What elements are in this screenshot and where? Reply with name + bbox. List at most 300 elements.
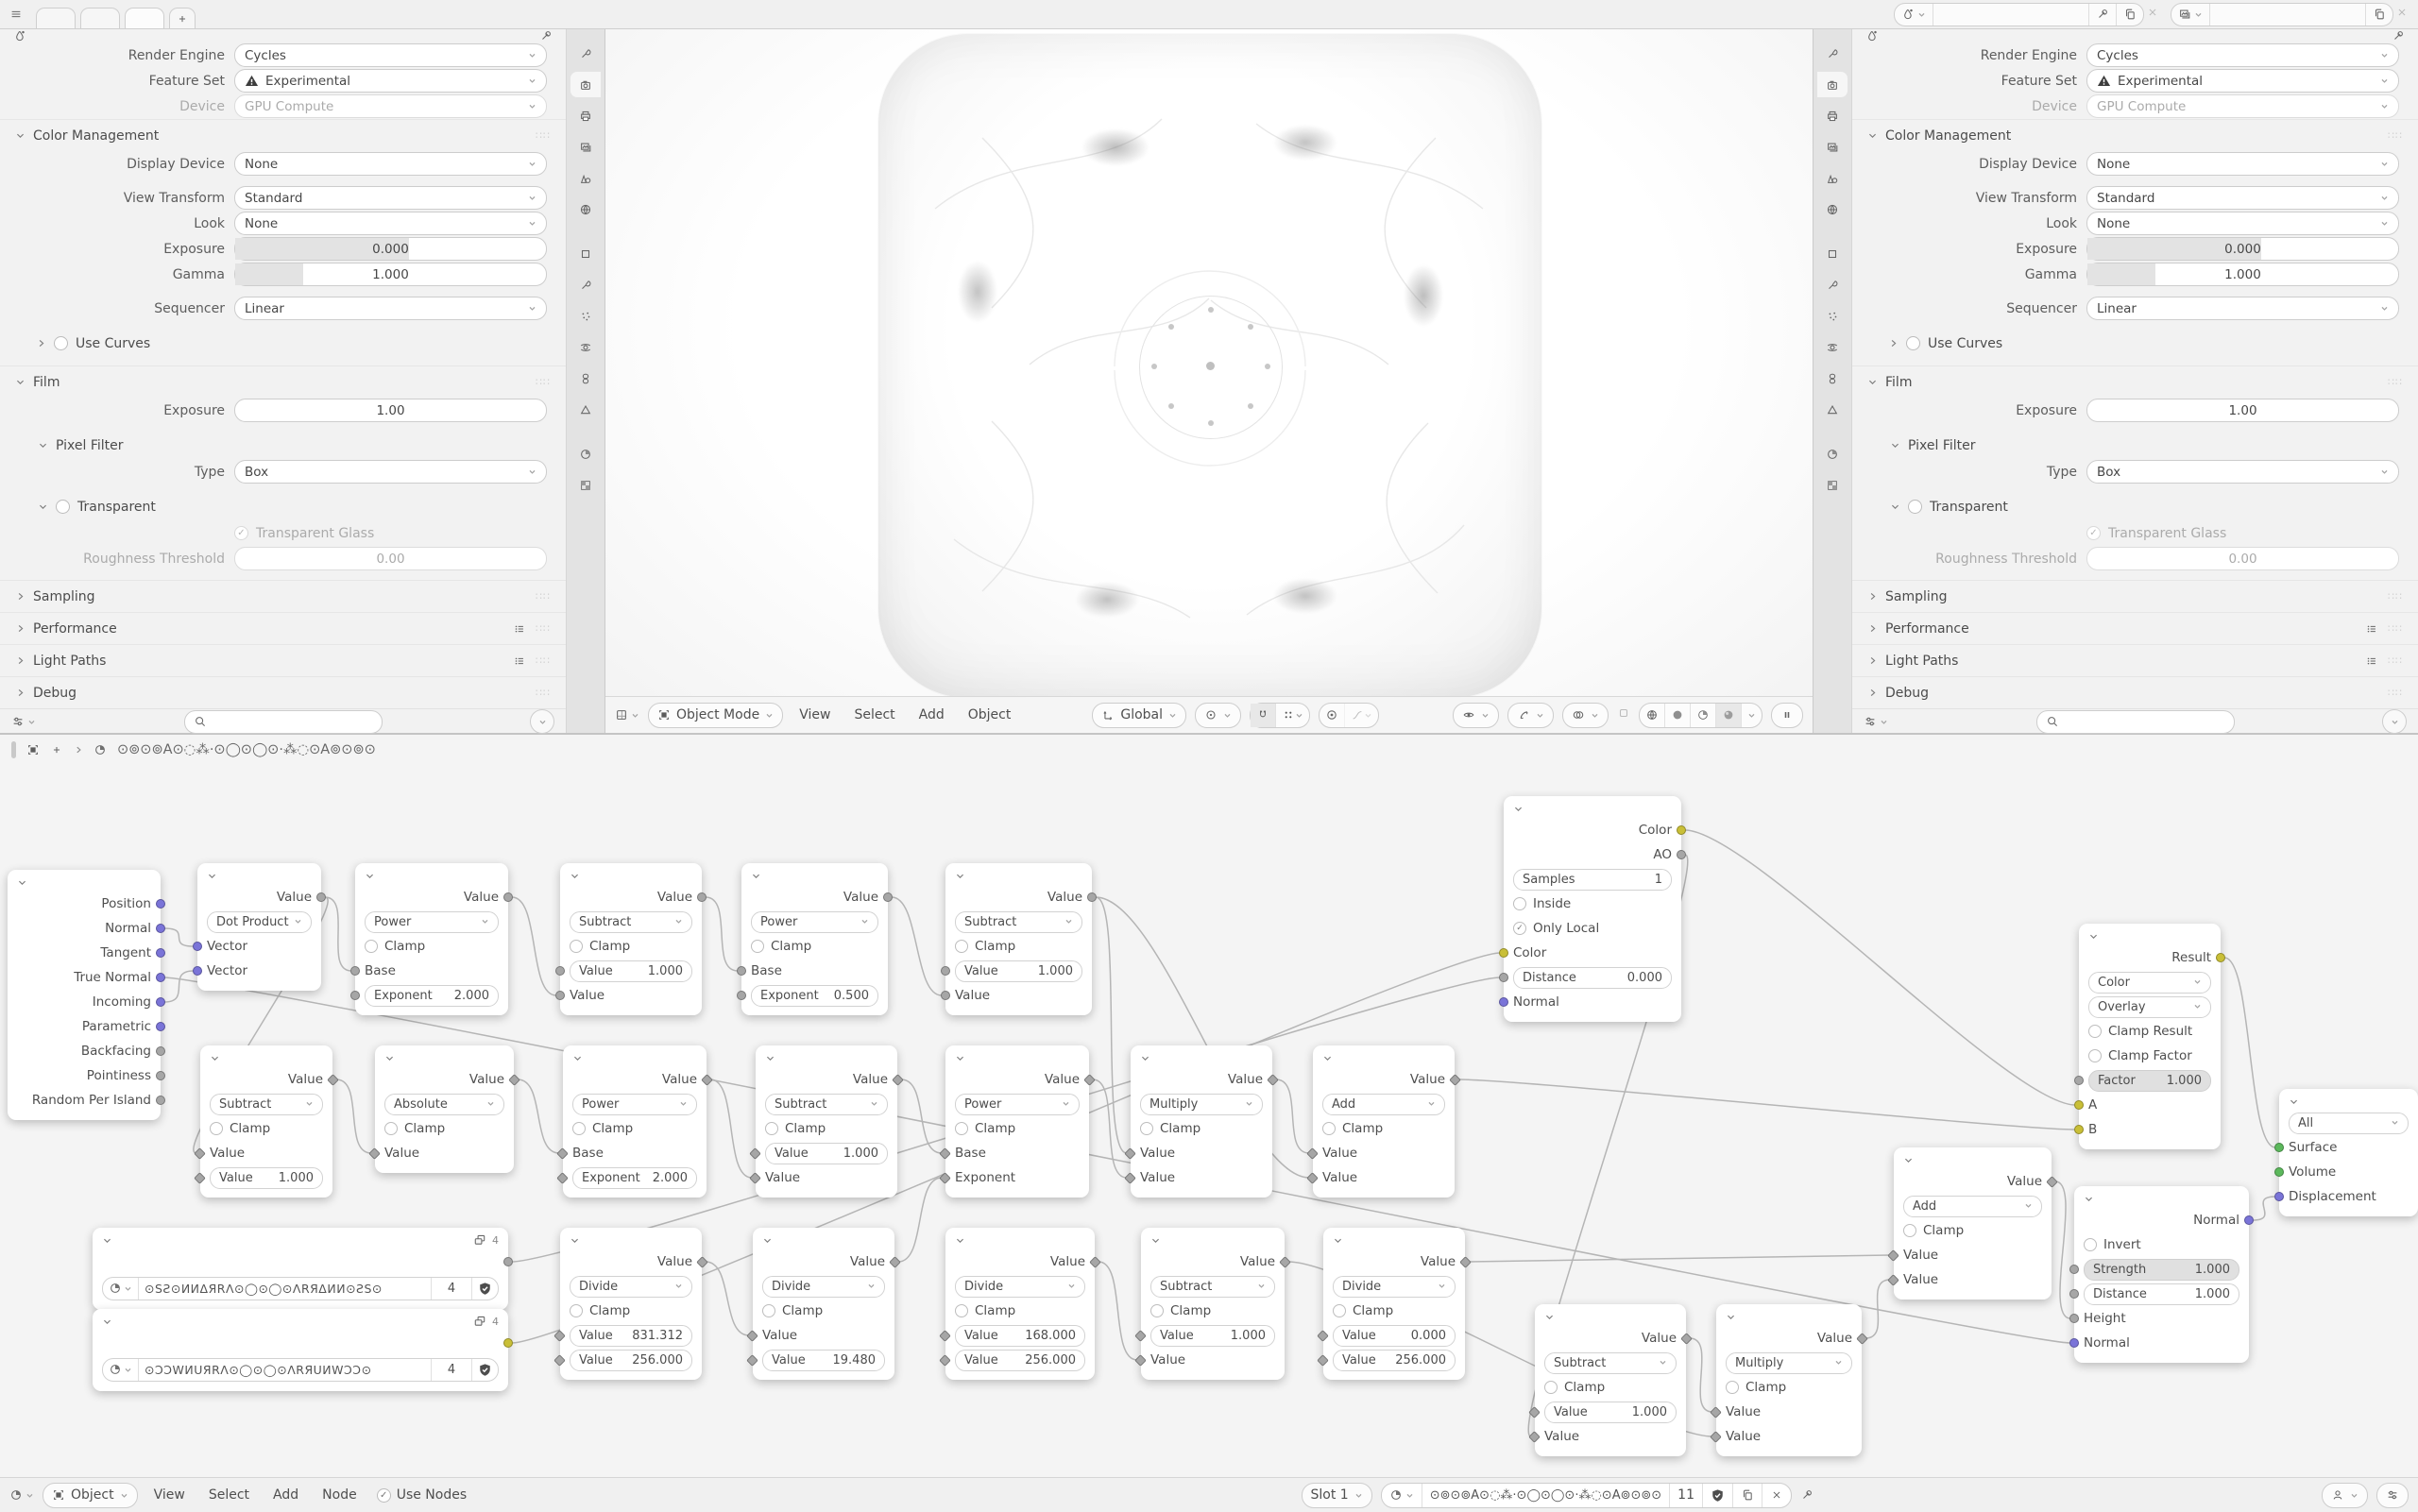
- input-socket[interactable]: [2069, 1265, 2079, 1274]
- checkbox[interactable]: [54, 336, 68, 350]
- output-socket[interactable]: [156, 1071, 165, 1080]
- editor-type-icon[interactable]: [1864, 715, 1877, 728]
- dropdown-render-engine[interactable]: Cycles: [2086, 43, 2399, 67]
- dropdown[interactable]: Box: [2086, 460, 2399, 484]
- operation-dropdown[interactable]: Subtract: [765, 1094, 888, 1115]
- math-node[interactable]: Value Multiply Clamp Value Value: [1716, 1304, 1862, 1456]
- editor-options-button[interactable]: [2376, 1483, 2409, 1508]
- operation-dropdown[interactable]: Add: [1322, 1094, 1445, 1115]
- properties-tab-material[interactable]: [570, 441, 601, 467]
- properties-tab-render[interactable]: [570, 72, 601, 97]
- pin-icon[interactable]: [2392, 29, 2405, 42]
- input-socket[interactable]: [2074, 1076, 2084, 1085]
- proportional-toggle[interactable]: [1320, 704, 1344, 727]
- input-socket[interactable]: [193, 966, 202, 976]
- menu-view[interactable]: View: [153, 1487, 185, 1503]
- node-header[interactable]: [751, 866, 878, 885]
- output-socket[interactable]: [156, 1096, 165, 1105]
- new-material-button[interactable]: [1732, 1484, 1762, 1507]
- node-header[interactable]: [570, 1231, 692, 1249]
- editor-type-icon[interactable]: [11, 715, 25, 728]
- value-field[interactable]: Value 1.000: [765, 1143, 888, 1164]
- properties-tab-constraints[interactable]: [570, 365, 601, 391]
- checkbox[interactable]: [955, 1122, 968, 1135]
- dropdown[interactable]: Box: [234, 460, 547, 484]
- drag-grip[interactable]: ∷∷: [536, 590, 551, 603]
- math-node[interactable]: Value Divide Clamp Value 168.000 Value 256.000: [945, 1228, 1095, 1380]
- checkbox[interactable]: [2088, 1025, 2102, 1038]
- input-socket[interactable]: [1499, 997, 1508, 1007]
- material-output-node[interactable]: All Surface Volume Displacement: [2279, 1089, 2418, 1216]
- operation-dropdown[interactable]: Subtract: [1150, 1276, 1275, 1298]
- output-socket[interactable]: [503, 1257, 513, 1266]
- list-icon[interactable]: [513, 654, 526, 668]
- operation-dropdown[interactable]: All: [2289, 1113, 2409, 1134]
- checkbox[interactable]: [1150, 1304, 1164, 1317]
- math-node[interactable]: Value Subtract Clamp Value 1.000 Value: [1141, 1228, 1285, 1380]
- math-node[interactable]: Value Power Clamp Base Exponent 2.000: [563, 1045, 707, 1198]
- output-socket[interactable]: [883, 892, 893, 902]
- checkbox[interactable]: ✓: [1513, 922, 1526, 935]
- snap-settings[interactable]: [1275, 704, 1309, 727]
- output-socket[interactable]: [503, 1338, 513, 1348]
- image-name-field[interactable]: ⊙ƆϽWͶUЯRΛ⊙◯⊙◯⊙ΛRЯUͶWϽƆ⊙: [138, 1359, 431, 1381]
- shading-options[interactable]: [1741, 704, 1762, 727]
- view-layer-icon-button[interactable]: [2171, 4, 2209, 25]
- value-field[interactable]: Exponent 2.000: [572, 1167, 697, 1189]
- checkbox[interactable]: [1513, 897, 1526, 910]
- math-node[interactable]: Value Divide Clamp Value 831.312 Value 256.000: [560, 1228, 702, 1380]
- checkbox[interactable]: [365, 940, 378, 953]
- properties-tab-view-layer[interactable]: [1817, 134, 1848, 160]
- dropdown[interactable]: None: [2086, 212, 2399, 235]
- properties-tab-modifiers[interactable]: [570, 272, 601, 297]
- value-field[interactable]: Value 256.000: [955, 1350, 1085, 1371]
- math-node[interactable]: Value Subtract Clamp Value 1.000 Value: [945, 863, 1092, 1015]
- unlink-material-button[interactable]: [1762, 1484, 1791, 1507]
- number-field[interactable]: 0.00: [234, 547, 547, 570]
- image-users-count[interactable]: 4: [431, 1278, 471, 1300]
- pin-icon[interactable]: [1800, 1488, 1814, 1502]
- workspace-tab[interactable]: [36, 8, 76, 28]
- properties-tab-object[interactable]: [570, 241, 601, 266]
- menu-add[interactable]: Add: [918, 707, 945, 722]
- operation-dropdown[interactable]: Overlay: [2088, 996, 2211, 1018]
- input-socket[interactable]: [1499, 948, 1508, 958]
- checkbox[interactable]: [955, 1304, 968, 1317]
- node-header[interactable]: [955, 1048, 1080, 1067]
- properties-tab-particles[interactable]: [570, 303, 601, 329]
- output-socket[interactable]: [156, 973, 165, 982]
- number-field[interactable]: 1.00: [234, 399, 547, 422]
- checkbox[interactable]: [1726, 1381, 1739, 1394]
- operation-dropdown[interactable]: Subtract: [210, 1094, 323, 1115]
- node-header[interactable]: [1322, 1048, 1445, 1067]
- input-socket[interactable]: [2274, 1143, 2284, 1152]
- drag-grip[interactable]: ∷∷: [2388, 590, 2403, 603]
- input-socket[interactable]: [555, 966, 565, 976]
- properties-tab-output[interactable]: [1817, 103, 1848, 128]
- node-header[interactable]: [1544, 1307, 1677, 1326]
- value-field[interactable]: Value 19.480: [762, 1350, 885, 1371]
- node-header[interactable]: [1726, 1307, 1852, 1326]
- properties-tab-object-data[interactable]: [1817, 397, 1848, 422]
- slider-gamma[interactable]: 1.000: [2086, 263, 2399, 286]
- output-socket[interactable]: [503, 892, 513, 902]
- properties-tab-world[interactable]: [1817, 196, 1848, 222]
- subsection-header[interactable]: Pixel Filter: [1852, 432, 2418, 459]
- section-header[interactable]: Color Management ∷∷: [0, 119, 566, 151]
- node-header[interactable]: [2084, 1189, 2239, 1208]
- operation-dropdown[interactable]: Multiply: [1726, 1352, 1852, 1374]
- section-header[interactable]: Sampling ∷∷: [0, 580, 566, 612]
- node-header[interactable]: [2088, 926, 2211, 945]
- checkbox[interactable]: [570, 940, 583, 953]
- operation-dropdown[interactable]: Power: [955, 1094, 1080, 1115]
- node-header[interactable]: 4: [102, 1231, 499, 1249]
- checkbox[interactable]: [762, 1304, 775, 1317]
- properties-tab-tool[interactable]: [570, 41, 601, 66]
- value-field[interactable]: Value 0.000: [1333, 1325, 1456, 1347]
- math-node[interactable]: Value Power Clamp Base Exponent: [945, 1045, 1089, 1198]
- input-socket[interactable]: [2074, 1100, 2084, 1110]
- visibility-dropdown[interactable]: [1453, 703, 1499, 728]
- list-icon[interactable]: [2365, 654, 2378, 668]
- node-header[interactable]: [17, 873, 151, 892]
- menu-node[interactable]: Node: [322, 1487, 357, 1503]
- math-node[interactable]: Value Add Clamp Value Value: [1313, 1045, 1455, 1198]
- operation-dropdown[interactable]: Dot Product: [207, 911, 312, 933]
- menu-add[interactable]: Add: [273, 1487, 299, 1503]
- checkbox[interactable]: ✓: [234, 526, 248, 540]
- output-socket[interactable]: [156, 1022, 165, 1031]
- drag-grip[interactable]: ∷∷: [536, 622, 551, 635]
- dropdown[interactable]: Linear: [2086, 297, 2399, 320]
- input-socket[interactable]: [2074, 1125, 2084, 1134]
- math-node[interactable]: Value Subtract Clamp Value 1.000 Value: [1535, 1304, 1686, 1456]
- drag-grip[interactable]: ∷∷: [536, 654, 551, 667]
- section-header[interactable]: Performance ∷∷: [1852, 612, 2418, 644]
- math-node[interactable]: Value Subtract Clamp Value 1.000 Value: [560, 863, 702, 1015]
- properties-tab-object-data[interactable]: [570, 397, 601, 422]
- value-field[interactable]: Value 1.000: [1544, 1402, 1677, 1423]
- section-header[interactable]: Light Paths ∷∷: [1852, 644, 2418, 676]
- scene-copy-button[interactable]: [2116, 4, 2143, 25]
- properties-tab-constraints[interactable]: [1817, 365, 1848, 391]
- operation-dropdown[interactable]: Subtract: [570, 911, 692, 933]
- value-field[interactable]: Value 1.000: [570, 960, 692, 982]
- scrollbar[interactable]: [11, 741, 16, 758]
- output-socket[interactable]: [697, 892, 707, 902]
- view-layer-copy-button[interactable]: [2365, 4, 2392, 25]
- node-header[interactable]: [762, 1231, 885, 1249]
- node-header[interactable]: [2289, 1092, 2409, 1111]
- node-header[interactable]: 4: [102, 1312, 499, 1331]
- shader-node-editor[interactable]: [0, 735, 2418, 1512]
- mode-selector[interactable]: [648, 703, 783, 728]
- operation-dropdown[interactable]: Absolute: [384, 1094, 504, 1115]
- value-field[interactable]: Factor 1.000: [2088, 1070, 2211, 1092]
- menu-select[interactable]: Select: [208, 1487, 250, 1503]
- workspace-tab[interactable]: [80, 8, 120, 28]
- operation-dropdown[interactable]: Divide: [955, 1276, 1085, 1298]
- section-header[interactable]: Film ∷∷: [0, 365, 566, 398]
- output-socket[interactable]: [156, 924, 165, 933]
- node-header[interactable]: [210, 1048, 323, 1067]
- search-input[interactable]: [184, 710, 383, 734]
- section-header[interactable]: Sampling ∷∷: [1852, 580, 2418, 612]
- dropdown[interactable]: Linear: [234, 297, 547, 320]
- checkbox[interactable]: [1908, 500, 1922, 514]
- math-node[interactable]: Value Divide Clamp Value Value 19.480: [753, 1228, 894, 1380]
- section-header[interactable]: Performance ∷∷: [0, 612, 566, 644]
- subsection-header[interactable]: Use Curves: [0, 330, 566, 357]
- checkbox[interactable]: [384, 1122, 398, 1135]
- slider-gamma[interactable]: 1.000: [234, 263, 547, 286]
- subsection-header[interactable]: Pixel Filter: [0, 432, 566, 459]
- value-field[interactable]: Value 1.000: [210, 1167, 323, 1189]
- list-icon[interactable]: [2365, 622, 2378, 636]
- geometry-node[interactable]: Position Normal Tangent True Normal Incoming Parametric Backfacing Pointiness Random Per Island: [8, 870, 161, 1120]
- input-socket[interactable]: [737, 966, 746, 976]
- checkbox[interactable]: ✓: [2086, 526, 2101, 540]
- math-node[interactable]: Value Absolute Clamp Value: [375, 1045, 514, 1173]
- output-socket[interactable]: [1677, 850, 1686, 859]
- output-socket[interactable]: [156, 899, 165, 909]
- subsection-header[interactable]: Transparent: [1852, 493, 2418, 520]
- menu-object[interactable]: Object: [967, 707, 1012, 722]
- math-node[interactable]: Value Multiply Clamp Value Value: [1131, 1045, 1272, 1198]
- material-browse-button[interactable]: [1382, 1484, 1422, 1507]
- menu-select[interactable]: Select: [854, 707, 895, 722]
- number-field[interactable]: 1.00: [2086, 399, 2399, 422]
- pin-icon[interactable]: [539, 29, 553, 42]
- checkbox[interactable]: [56, 500, 70, 514]
- checkbox[interactable]: [2084, 1238, 2097, 1251]
- fake-user-button[interactable]: [1702, 1484, 1732, 1507]
- input-socket[interactable]: [941, 991, 950, 1000]
- dropdown[interactable]: None: [2086, 152, 2399, 176]
- properties-context-icon[interactable]: [13, 29, 26, 42]
- drag-grip[interactable]: ∷∷: [2388, 129, 2403, 142]
- input-socket[interactable]: [350, 991, 360, 1000]
- bump-node[interactable]: Normal Invert Strength 1.000 Distance 1.000 Height Normal: [2074, 1186, 2249, 1363]
- drag-grip[interactable]: ∷∷: [2388, 654, 2403, 667]
- checkbox[interactable]: [210, 1122, 223, 1135]
- properties-tab-texture[interactable]: [1817, 472, 1848, 498]
- shading-material[interactable]: [1690, 704, 1715, 727]
- properties-tab-scene[interactable]: [570, 165, 601, 191]
- section-header[interactable]: Film ∷∷: [1852, 365, 2418, 398]
- drag-grip[interactable]: ∷∷: [2388, 687, 2403, 699]
- value-field[interactable]: Distance 1.000: [2084, 1283, 2239, 1305]
- input-socket[interactable]: [2069, 1338, 2079, 1348]
- section-header[interactable]: Color Management ∷∷: [1852, 119, 2418, 151]
- value-field[interactable]: Strength 1.000: [2084, 1259, 2239, 1281]
- drag-grip[interactable]: ∷∷: [536, 376, 551, 388]
- value-field[interactable]: Samples 1: [1513, 869, 1672, 891]
- math-node[interactable]: Value Divide Clamp Value 0.000 Value 256.000: [1323, 1228, 1465, 1380]
- input-socket[interactable]: [941, 966, 950, 976]
- dropdown[interactable]: None: [234, 152, 547, 176]
- subsection-header[interactable]: Use Curves: [1852, 330, 2418, 357]
- scene-pin-button[interactable]: [2088, 4, 2116, 25]
- node-header[interactable]: [765, 1048, 888, 1067]
- properties-tab-particles[interactable]: [1817, 303, 1848, 329]
- slider-exposure[interactable]: 0.000: [234, 237, 547, 261]
- properties-tab-object[interactable]: [1817, 241, 1848, 266]
- viewport-3d[interactable]: [604, 29, 1814, 733]
- value-field[interactable]: Value 168.000: [955, 1325, 1085, 1347]
- operation-dropdown[interactable]: Divide: [762, 1276, 885, 1298]
- checkbox[interactable]: [1906, 336, 1920, 350]
- dropdown-render-engine[interactable]: Cycles: [234, 43, 547, 67]
- panel-options-button[interactable]: [530, 709, 554, 734]
- properties-context-icon[interactable]: [1865, 29, 1879, 42]
- node-canvas[interactable]: [0, 765, 2418, 1478]
- properties-tab-physics[interactable]: [570, 334, 601, 360]
- value-field[interactable]: Value 256.000: [1333, 1350, 1456, 1371]
- editor-type-icon[interactable]: [9, 1488, 23, 1502]
- operation-dropdown[interactable]: Subtract: [955, 911, 1082, 933]
- node-header[interactable]: [955, 1231, 1085, 1249]
- number-field[interactable]: 0.00: [2086, 547, 2399, 570]
- value-field[interactable]: Exponent 0.500: [751, 985, 878, 1007]
- properties-tab-physics[interactable]: [1817, 334, 1848, 360]
- math-node[interactable]: Value Subtract Clamp Value Value 1.000: [200, 1045, 332, 1198]
- output-socket[interactable]: [1677, 825, 1686, 835]
- material-users-count[interactable]: 11: [1669, 1484, 1702, 1507]
- slider-exposure[interactable]: 0.000: [2086, 237, 2399, 261]
- node-header[interactable]: [570, 866, 692, 885]
- node-header[interactable]: [572, 1048, 697, 1067]
- operation-dropdown[interactable]: Divide: [570, 1276, 692, 1298]
- app-menu-icon[interactable]: [9, 8, 23, 21]
- vector-math-node[interactable]: Value Dot Product Vector Vector: [197, 863, 321, 991]
- fake-user-button[interactable]: [471, 1359, 498, 1381]
- dropdown[interactable]: None: [234, 212, 547, 235]
- node-header[interactable]: [1513, 799, 1672, 818]
- node-header[interactable]: [1903, 1150, 2042, 1169]
- mix-node[interactable]: Result Color Overlay Clamp Result Clamp Factor Factor 1.000 A B: [2079, 924, 2221, 1149]
- value-field[interactable]: Value 1.000: [1150, 1325, 1275, 1347]
- properties-tab-output[interactable]: [570, 103, 601, 128]
- image-node[interactable]: [93, 1228, 508, 1310]
- node-header[interactable]: [207, 866, 312, 885]
- math-node[interactable]: Value Power Clamp Base Exponent 0.500: [741, 863, 888, 1015]
- checkbox[interactable]: [955, 940, 968, 953]
- operation-dropdown[interactable]: Power: [572, 1094, 697, 1115]
- checkbox[interactable]: [1322, 1122, 1336, 1135]
- list-icon[interactable]: [513, 622, 526, 636]
- properties-tab-world[interactable]: [570, 196, 601, 222]
- node-header[interactable]: [955, 866, 1082, 885]
- pivot-point-selector[interactable]: [1195, 703, 1241, 728]
- checkbox[interactable]: [572, 1122, 586, 1135]
- node-header[interactable]: [1150, 1231, 1275, 1249]
- view-layer-name-field[interactable]: [2209, 4, 2365, 25]
- value-field[interactable]: Value 1.000: [955, 960, 1082, 982]
- drag-grip[interactable]: ∷∷: [536, 129, 551, 142]
- ambient-occlusion-node[interactable]: Color AO Samples 1 Inside ✓ Only Local Color Distance 0.000 Normal: [1504, 796, 1681, 1022]
- input-socket[interactable]: [2274, 1167, 2284, 1177]
- checkbox[interactable]: [570, 1304, 583, 1317]
- math-node[interactable]: Value Power Clamp Base Exponent 2.000: [355, 863, 508, 1015]
- value-field[interactable]: Exponent 2.000: [365, 985, 499, 1007]
- properties-tab-scene[interactable]: [1817, 165, 1848, 191]
- operation-dropdown[interactable]: Power: [751, 911, 878, 933]
- properties-tab-tool[interactable]: [1817, 41, 1848, 66]
- transform-orientation[interactable]: [1092, 703, 1186, 728]
- xray-toggle-icon[interactable]: [1617, 706, 1630, 720]
- scene-name-field[interactable]: [1933, 4, 2088, 25]
- dropdown-feature-set[interactable]: Experimental: [2086, 69, 2399, 93]
- gizmo-dropdown[interactable]: [1507, 703, 1554, 728]
- checkbox[interactable]: [1544, 1381, 1558, 1394]
- math-node[interactable]: Value Subtract Clamp Value 1.000 Value: [756, 1045, 897, 1198]
- dropdown[interactable]: Standard: [2086, 186, 2399, 210]
- add-workspace-button[interactable]: [169, 8, 196, 28]
- node-header[interactable]: [1333, 1231, 1456, 1249]
- input-socket[interactable]: [193, 942, 202, 951]
- math-node[interactable]: Value Add Clamp Value Value: [1894, 1147, 2052, 1300]
- snap-toggle[interactable]: [1251, 704, 1275, 727]
- fake-user-button[interactable]: [471, 1278, 498, 1300]
- material-name-field[interactable]: [1422, 1484, 1669, 1507]
- use-nodes-checkbox[interactable]: ✓ Use Nodes: [377, 1487, 467, 1503]
- output-socket[interactable]: [156, 1046, 165, 1056]
- image-node[interactable]: [93, 1309, 508, 1391]
- checkbox[interactable]: [2088, 1049, 2102, 1062]
- section-header[interactable]: Debug ∷∷: [0, 676, 566, 708]
- input-socket[interactable]: [2069, 1289, 2079, 1299]
- section-header[interactable]: Light Paths ∷∷: [0, 644, 566, 676]
- output-socket[interactable]: [156, 997, 165, 1007]
- shading-solid[interactable]: [1664, 704, 1690, 727]
- properties-tab-texture[interactable]: [570, 472, 601, 498]
- output-socket[interactable]: [316, 892, 326, 902]
- checkbox[interactable]: [1903, 1224, 1916, 1237]
- operation-dropdown[interactable]: Color: [2088, 972, 2211, 994]
- section-header[interactable]: Debug ∷∷: [1852, 676, 2418, 708]
- shading-rendered[interactable]: [1715, 704, 1741, 727]
- overlays-dropdown[interactable]: [1562, 703, 1609, 728]
- value-field[interactable]: Value 831.312: [570, 1325, 692, 1347]
- proportional-falloff[interactable]: [1344, 704, 1378, 727]
- properties-tab-view-layer[interactable]: [570, 134, 601, 160]
- dropdown[interactable]: Standard: [234, 186, 547, 210]
- operation-dropdown[interactable]: Divide: [1333, 1276, 1456, 1298]
- output-socket[interactable]: [1087, 892, 1097, 902]
- output-socket[interactable]: [2216, 953, 2225, 962]
- drag-grip[interactable]: ∷∷: [2388, 376, 2403, 388]
- pause-render-button[interactable]: [1771, 703, 1803, 728]
- checkbox[interactable]: [1333, 1304, 1346, 1317]
- drag-grip[interactable]: ∷∷: [2388, 622, 2403, 635]
- input-socket[interactable]: [737, 991, 746, 1000]
- image-name-field[interactable]: ⊙SƧ⊙ИͶΔЯRΛ⊙◯⊙◯⊙ΛRЯΔͶИ⊙ƧS⊙: [138, 1278, 431, 1300]
- shading-wireframe[interactable]: [1640, 704, 1664, 727]
- workspace-tab-active[interactable]: [125, 8, 164, 28]
- checkbox[interactable]: [1140, 1122, 1153, 1135]
- drag-grip[interactable]: ∷∷: [536, 687, 551, 699]
- subsection-header[interactable]: Transparent: [0, 493, 566, 520]
- menu-view[interactable]: View: [799, 707, 831, 722]
- value-field[interactable]: Distance 0.000: [1513, 967, 1672, 989]
- scene-icon-button[interactable]: [1895, 4, 1933, 25]
- search-input[interactable]: [2036, 710, 2235, 734]
- checkbox[interactable]: [765, 1122, 778, 1135]
